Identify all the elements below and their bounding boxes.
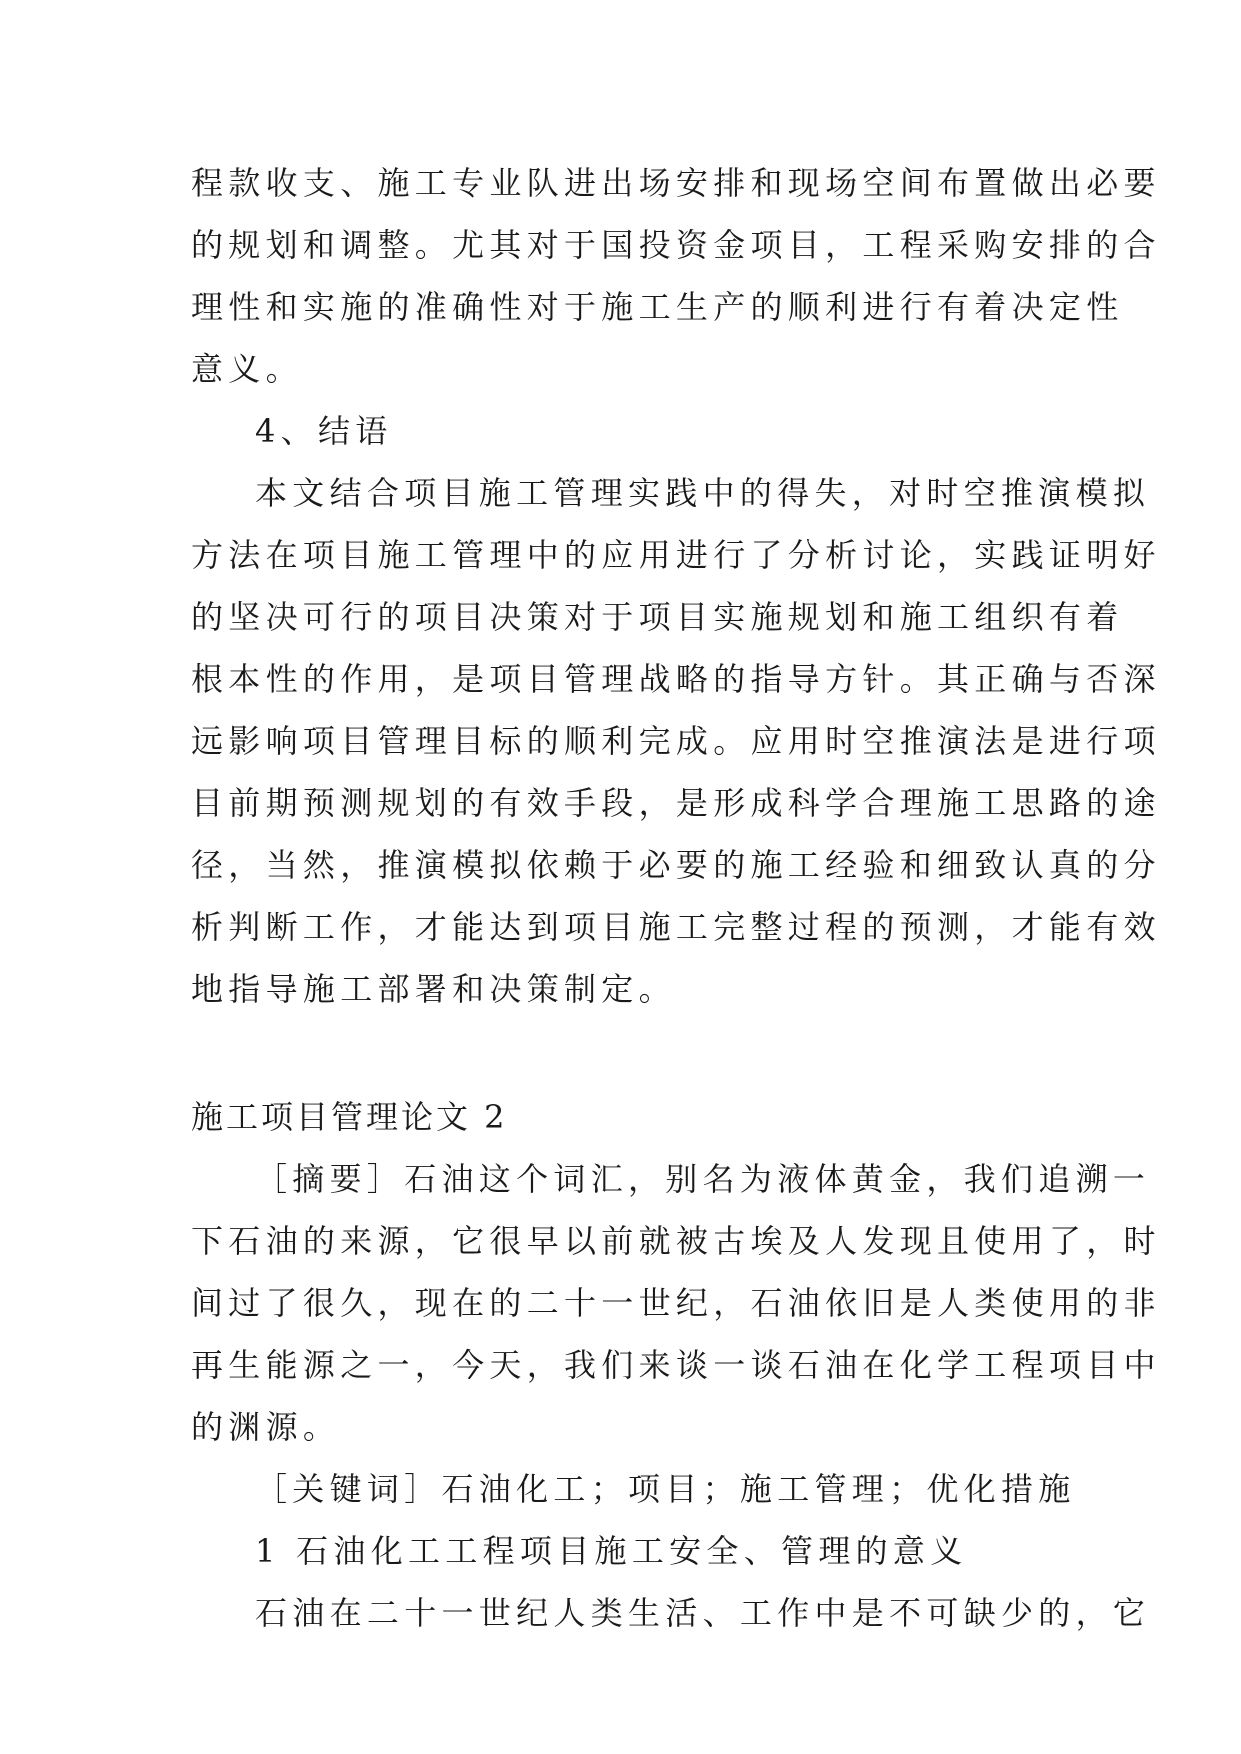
section-spacer (191, 1020, 1051, 1086)
section-heading: 1 石油化工工程项目施工安全、管理的意义 (255, 1532, 968, 1570)
text-line: 下石油的来源，它很早以前就被古埃及人发现且使用了，时 (191, 1222, 1161, 1260)
text-line: ［摘要］石油这个词汇，别名为液体黄金，我们追溯一 (255, 1160, 1151, 1198)
article-title: 施工项目管理论文 2 (191, 1098, 508, 1136)
abstract-paragraph (191, 1148, 1161, 1458)
text-line: 再生能源之一，今天，我们来谈一谈石油在化学工程项目中 (191, 1346, 1161, 1384)
document-page (191, 152, 1161, 1644)
text-line: 的规划和调整。尤其对于国投资金项目，工程采购安排的合 (191, 226, 1161, 264)
conclusion-heading: 4、结语 (255, 412, 393, 450)
text-line: 理性和实施的准确性对于施工生产的顺利进行有着决定性 (191, 288, 1124, 326)
text-line: 间过了很久，现在的二十一世纪，石油依旧是人类使用的非 (191, 1284, 1161, 1322)
text-line: 目前期预测规划的有效手段，是形成科学合理施工思路的途 (191, 784, 1161, 822)
text-line: 径，当然，推演模拟依赖于必要的施工经验和细致认真的分 (191, 846, 1161, 884)
text-line: 程款收支、施工专业队进出场安排和现场空间布置做出必要 (191, 164, 1161, 202)
text-line: 的坚决可行的项目决策对于项目实施规划和施工组织有着 (191, 598, 1124, 636)
text-line: 石油在二十一世纪人类生活、工作中是不可缺少的，它 (255, 1594, 1151, 1632)
text-line: 本文结合项目施工管理实践中的得失，对时空推演模拟 (255, 474, 1151, 512)
conclusion-paragraph (191, 462, 1161, 1020)
text-line: 远影响项目管理目标的顺利完成。应用时空推演法是进行项 (191, 722, 1161, 760)
text-line: 意义。 (191, 350, 303, 388)
text-line: 根本性的作用，是项目管理战略的指导方针。其正确与否深 (191, 660, 1161, 698)
text-line: 的渊源。 (191, 1408, 341, 1446)
keywords-line: ［关键词］石油化工；项目；施工管理；优化措施 (255, 1470, 1076, 1508)
text-line: 地指导施工部署和决策制定。 (191, 970, 676, 1008)
text-line: 方法在项目施工管理中的应用进行了分析讨论，实践证明好 (191, 536, 1161, 574)
text-line: 析判断工作，才能达到项目施工完整过程的预测，才能有效 (191, 908, 1161, 946)
continuation-paragraph (191, 152, 1161, 400)
